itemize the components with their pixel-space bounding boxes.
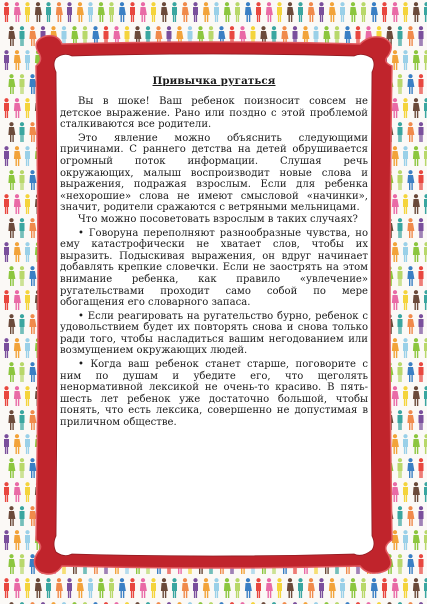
article-title: Привычка ругаться bbox=[152, 75, 276, 87]
article-paragraph-question: Что можно посоветовать взрослым в таких случаях? bbox=[78, 213, 358, 225]
article-paragraph-intro: Вы в шоке! Ваш ребенок поизносит совсем не детское выражение. Рано или поздно с этой проблемой сталкиваются все родители. bbox=[60, 96, 368, 131]
article-panel bbox=[60, 66, 368, 547]
article-paragraph-tip-2: • Если реагировать на ругательство бурно, ребенок с удовольствием будет их повторять снова и снова только ради того, чтобы насладиться вашим негодованием или возмущением окружающих людей. bbox=[60, 310, 368, 357]
article-paragraph-causes: Это явление можно объяснить следующими причинами. С раннего детства на детей обрушивается огромный поток информации. Слушая речь окружающих, малыш воспроизводит новые слова и выражения, подражая взрослым. Если для ребенка «нехорошие» слова не имеют смысловой «начинки», значит, родители сражаются с ветряными мельницами. bbox=[60, 132, 368, 214]
article-paragraph-tip-3: • Когда ваш ребенок станет старше, поговорите с ним по душам и убедите его, что щеголять ненормативной лексикой не очень-то красиво. В пять-шесть лет ребенок уже достаточно большой, чтобы понять, что есть лексика, совершенно не допустимая в приличном обществе. bbox=[60, 359, 368, 429]
article-paragraph-tip-1: • Говоруна переполняют разнообразные чувства, но ему катастрофически не хватает слов, чтобы их выразить. Подыскивая выражения, он вдруг начинает добавлять крепкие словечки. Если не заострять на этом внимание ребенка, как правило «увлечение» ругательствами проходит само собой по мере обогащения его словарного запаса. bbox=[60, 227, 368, 309]
